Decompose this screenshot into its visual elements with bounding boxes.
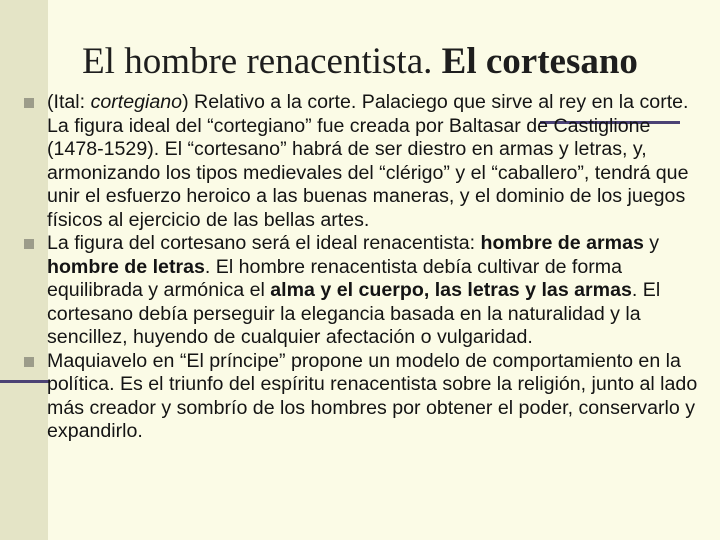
title-bold: El cortesano	[441, 41, 638, 82]
square-bullet-icon	[24, 239, 34, 249]
title-regular: El hombre renacentista.	[82, 41, 433, 82]
square-bullet-icon	[24, 98, 34, 108]
bullet-text: . El hombre renacentista debía cultivar de forma equilibrada y armónica el	[47, 255, 623, 301]
bullet-text-italic: cortegiano	[90, 91, 183, 113]
bullet-text: (Ital:	[47, 91, 91, 113]
square-bullet-icon	[24, 357, 34, 367]
bullet-text: Maquiavelo en “El príncipe” propone un modelo de comportamiento en la política. Es el triunfo del espíritu renacentista sobre la religión, junto al lado más creador y sombrío de los hombres por obtener el poder, conservarlo y expandirlo.	[47, 349, 698, 442]
bullet-item-maquiavelo	[22, 350, 710, 444]
bullet-item-cortegiano	[22, 91, 710, 232]
slide-title	[0, 40, 720, 84]
bullet-text-bold: hombre de armas	[480, 232, 644, 254]
bullet-text: . El cortesano debía perseguir la elegancia basada en la naturalidad y la sencillez, huyendo de cualquier afectación o vulgaridad.	[47, 279, 661, 348]
bullet-text-bold: alma y el cuerpo, las letras y las armas	[270, 279, 632, 301]
bullet-text: ) Relativo a la corte. Palaciego que sirve al rey en la corte. La figura ideal del “cortegiano” fue creada por Baltasar de Castiglione (1478-1529). El “cortesano” habrá de ser diestro en armas y letras, y, armonizando los tipos medievales del “clérigo” y el “caballero”, tendrá que unir el esfuerzo heroico a las buenas maneras, y el dominio de los juegos físicos al ejercicio de las bellas artes.	[47, 91, 689, 231]
bullet-text-bold: hombre de letras	[47, 255, 205, 278]
bullet-text: La figura del cortesano será el ideal renacentista:	[47, 232, 481, 254]
bullet-text: y	[643, 232, 660, 254]
bullet-item-ideal	[22, 232, 710, 350]
bullet-list	[22, 91, 710, 444]
